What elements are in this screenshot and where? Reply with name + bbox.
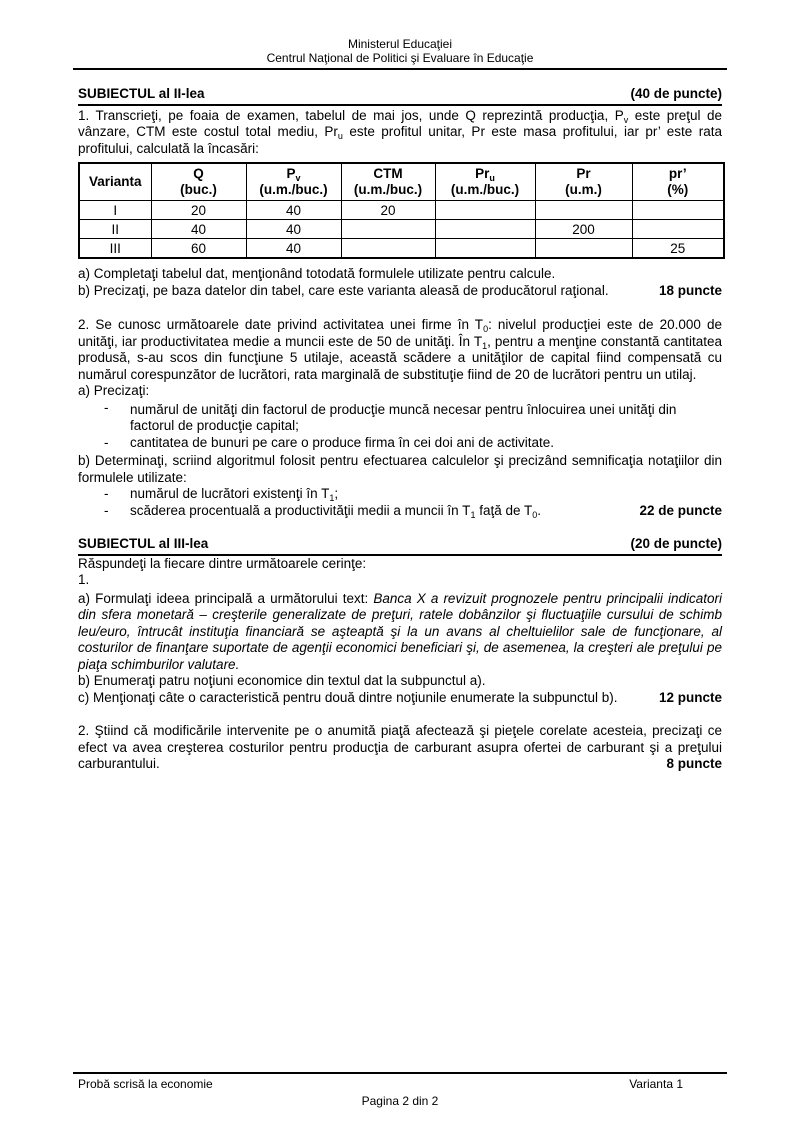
col-header-label — [249, 166, 339, 182]
s2-q1-intro — [78, 108, 722, 158]
dash-marker: - — [104, 502, 109, 518]
cell: I — [79, 201, 151, 220]
col-header-unit: (u.m./buc.) — [259, 182, 328, 197]
section2-heading — [78, 86, 722, 106]
col-header-varianta — [79, 163, 151, 201]
cell — [535, 201, 632, 220]
footer-exam-name: Probă scrisă la economie — [78, 1077, 213, 1091]
bullet-fragment: . — [537, 502, 542, 518]
s3-q2-points: 8 puncte — [666, 756, 722, 771]
col-header-label: pr’ — [668, 166, 687, 181]
col-header-symbol: P — [286, 166, 296, 181]
col-header-label: Varianta — [88, 174, 142, 189]
s2-q1-item-a: a) Completaţi tabelul dat, menţionând totodată formulele utilizate pentru calcule. — [78, 266, 556, 281]
section3-heading — [78, 536, 722, 556]
subscript-v: v — [295, 173, 301, 183]
cell: 20 — [151, 201, 246, 220]
cell: 200 — [535, 220, 632, 239]
s3-intro: Răspundeţi la fiecare dintre următoarele cerinţe: — [78, 555, 367, 571]
s2-q1-points: 18 puncte — [658, 282, 722, 298]
subscript-u: u — [489, 173, 495, 183]
s2-q1-intro-text: 1. Transcrieţi, pe foaia de examen, tabelul de mai jos, unde Q reprezintă producţia, P — [78, 107, 624, 123]
col-header-pr — [535, 163, 632, 201]
subscript-t0: 0 — [532, 509, 538, 520]
bullet-text: numărul de unităţi din factorul de producţie muncă necesar pentru înlocuirea unei unităţi din factorul de producţie capital; — [130, 401, 677, 433]
s3-q1-number: 1. — [78, 572, 90, 587]
header-divider — [73, 68, 727, 70]
cell: 40 — [246, 239, 341, 259]
s3-q1-a-lead: a) Formulaţi ideea principală a următorului text: — [78, 590, 374, 606]
subscript-t1: 1 — [482, 340, 488, 351]
s2-q2-intro-text: : nivelul producţiei este de 20.000 de unităţi, iar productivitatea medie a muncii este de 50 de unităţi. În T — [78, 317, 722, 349]
s2-q2-intro-text: 2. Se cunosc următoarele date privind activitatea unei firme în T — [78, 317, 484, 332]
section3-title: SUBIECTUL al III-lea — [78, 536, 209, 551]
cell — [435, 239, 535, 259]
footer-row — [73, 1077, 727, 1091]
s2-q2-item-a: a) Precizaţi: — [78, 383, 150, 398]
s2-q2-b-bullet-2 — [78, 503, 722, 520]
bullet-fragment: ; — [334, 486, 339, 501]
s2-q1-intro-text: este preţul de vânzare, CTM este costul total mediu, Pr — [78, 107, 722, 139]
subscript-v: v — [623, 114, 629, 125]
footer-page-number: Pagina 2 din 2 — [361, 1094, 439, 1108]
s3-q1-points: 12 puncte — [658, 689, 722, 705]
s2-q1-item-b — [78, 283, 722, 300]
section2-points: (40 de puncte) — [630, 86, 722, 101]
subscript-t0: 0 — [483, 324, 489, 334]
dash-marker: - — [104, 399, 109, 415]
section3-points: (20 de puncte) — [630, 536, 722, 551]
s2-q2-b-bullet-1 — [78, 486, 722, 503]
col-header-label — [438, 166, 533, 182]
bullet-text: cantitatea de bunuri pe care o produce firma în cei doi ani de activitate. — [130, 434, 555, 450]
page-footer — [73, 1072, 727, 1108]
dash-marker: - — [104, 434, 109, 450]
s2-q1-item-b-text: b) Precizaţi, pe baza datelor din tabel, care este varianta aleasă de producătorul raţional. — [78, 282, 609, 298]
s2-q2-a-bullet-1 — [78, 400, 722, 435]
cell — [535, 239, 632, 259]
col-header-pr-prime — [632, 163, 724, 201]
cell: 25 — [632, 239, 724, 259]
dash-marker: - — [104, 486, 109, 501]
s3-q1-item-a — [78, 591, 722, 674]
cell: 40 — [246, 220, 341, 239]
s2-q2-a-bullet-2 — [78, 435, 722, 452]
cell: 60 — [151, 239, 246, 259]
footer-variant: Varianta 1 — [629, 1077, 683, 1091]
col-header-label: Q — [193, 166, 204, 181]
section2-title: SUBIECTUL al II-lea — [78, 86, 205, 101]
col-header-q — [151, 163, 246, 201]
s2-q1-intro-text: este profitul unitar, Pr este masa profitului, iar pr’ este rata profitului, calculată la încasări: — [78, 124, 723, 156]
s3-q2-text: 2. Ştiind că modificările intervenite pe o anumită piaţă afectează şi pieţele corelate acesteia, precizaţi ce efect va avea creşterea costurilor pentru producţia de carburant asupra ofertei de carburant şi a preţului carburantului. — [78, 723, 722, 771]
table-row-III — [79, 239, 724, 259]
s3-q2 — [78, 723, 722, 773]
s2-q2-intro-text: , pentru a menţine constantă cantitatea produsă, s-au scos din funcţiune 5 utilaje, această scădere a unităţilor de capital fiind compensată cu numărul corespunzător de lucrători, rata marginală de substituţie fiind de 20 de lucrători pentru un utilaj. — [78, 333, 722, 382]
s2-q2-item-b: b) Determinaţi, scriind algoritmul folosit pentru efectuarea calculelor şi precizând semnificaţia notaţiilor din formulele utilizate: — [78, 453, 722, 485]
subscript-t1: 1 — [329, 493, 335, 503]
cell — [632, 220, 724, 239]
cell: 40 — [246, 201, 341, 220]
s3-q1-item-b: b) Enumeraţi patru noţiuni economice din textul dat la subpunctul a). — [78, 673, 486, 688]
cell: 40 — [151, 220, 246, 239]
cell: II — [79, 220, 151, 239]
col-header-unit: (%) — [667, 182, 689, 197]
cell — [632, 201, 724, 220]
ministry-title: Ministerul Educaţiei — [347, 37, 453, 51]
bullet-text — [130, 486, 722, 503]
bullet-fragment: faţă de T — [475, 502, 533, 518]
page-content — [78, 86, 722, 773]
cell: 20 — [341, 201, 435, 220]
cell — [341, 220, 435, 239]
s2-q2-points: 22 de puncte — [639, 502, 722, 518]
col-header-unit: (u.m./buc.) — [450, 182, 520, 197]
page-header — [0, 0, 800, 65]
col-header-unit: (u.m.) — [565, 182, 602, 197]
table-header-row — [79, 163, 724, 201]
cell — [341, 239, 435, 259]
bullet-fragment: scăderea procentuală a productivităţii medii a muncii în T — [130, 502, 471, 518]
cell: III — [79, 239, 151, 259]
col-header-pv — [246, 163, 341, 201]
table-row-II — [79, 220, 724, 239]
col-header-unit: (u.m./buc.) — [353, 182, 423, 197]
col-header-unit: (buc.) — [180, 182, 217, 197]
variants-table — [78, 162, 725, 259]
subscript-t1: 1 — [470, 509, 476, 520]
institution-title: Centrul Naţional de Politici şi Evaluare în Educaţie — [266, 51, 534, 65]
table-row-I — [79, 201, 724, 220]
s2-q2-intro — [78, 317, 722, 383]
col-header-symbol: Pr — [475, 166, 490, 181]
bullet-fragment: numărul de lucrători existenţi în T — [130, 486, 330, 501]
s3-q1-item-c — [78, 690, 722, 707]
s3-q1-a-quote: Banca X a revizuit prognozele pentru principalii indicatori din sfera monetară – creşterile generalizate de preţuri, ratele dobânzilor şi fluctuaţiile cursului de schimb leu/euro, întrucât instituţia financiară se aşteaptă şi la un avans al cheltuielilor sale de funcţionare, al costurilor de finanţare suportate de agenţii economici beneficiari şi, de asemenea, la creşteri ale preţului pe piaţa schimburilor valutare. — [78, 590, 722, 672]
bullet-text — [130, 503, 639, 520]
col-header-pru — [435, 163, 535, 201]
col-header-ctm — [341, 163, 435, 201]
cell — [435, 220, 535, 239]
s3-q1-item-c-text: c) Menţionaţi câte o caracteristică pentru două dintre noţiunile enumerate la subpunctul b). — [78, 689, 618, 705]
cell — [435, 201, 535, 220]
col-header-label: CTM — [373, 166, 403, 181]
col-header-label: Pr — [576, 166, 591, 181]
subscript-u: u — [337, 131, 343, 141]
